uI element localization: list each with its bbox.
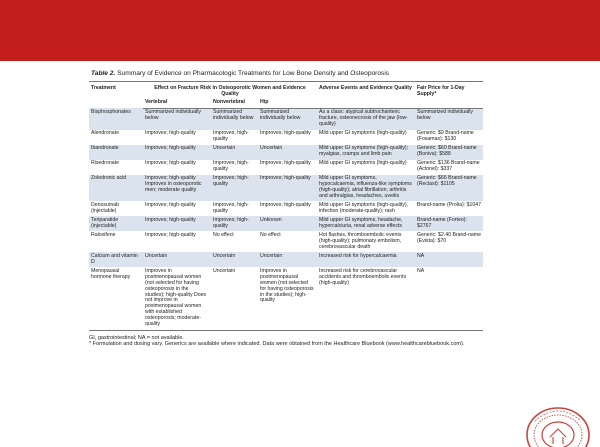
cell-vertebral: Summarized individually below [143,108,211,129]
cell-price: Generic: $9 Brand-name (Fosamax): $130 [417,130,474,143]
cell-nonvertebral: Improves; high-quality [213,160,249,173]
cell-treatment: Calcium and vitamin D [89,252,143,267]
cell-hip: Improves; high-quality [260,202,311,209]
cell-vertebral: Improves; high-quality [145,202,196,209]
header-hip: Hip [258,100,317,108]
header-vertebral: Vertebral [143,100,211,108]
cell-hip: Improves; high-quality [258,175,317,202]
cell-vertebral: Improves in postmenopausal women (not selected for having osteoporosis in the studies); high-quality Does not improve in postmenopausal women with established osteoporosis; moderate-quality [143,267,211,330]
cell-price: Brand-name (Prolia): $1047 [417,202,482,209]
footnote-price: * Formulation and dosing vary. Generics are available where indicated. Data were obtained from the Healthcare Bluebook (www.healthcarebluebook.com). [89,341,465,347]
evidence-table [89,82,483,331]
table-row [89,145,483,160]
cell-hip: Improves; high-quality [260,130,311,137]
cell-hip: Unknown [258,216,317,231]
cell-price: Generic: $60 Brand-name (Boniva): $588 [415,145,483,160]
cell-vertebral: Improves; high-quality [145,232,196,239]
table-title: Table 2. [91,70,116,77]
cell-treatment: Teriparatide (injectable) [89,216,143,231]
cell-adverse: Increased risk for hypercalcaemia [317,252,415,267]
header-effect: Effect on Fracture Risk in Osteoporotic Women and Evidence Quality [154,85,306,97]
cell-treatment: Alendronate [91,130,119,137]
cell-price: NA [415,252,483,267]
header-nonvertebral: Nonvertebral [211,100,258,108]
cell-hip: Improves; high-quality [260,160,311,167]
table-row [89,201,483,216]
cell-treatment: Menopausal hormone therapy [89,267,143,330]
cell-treatment: Ibandronate [89,145,143,160]
table-row [89,160,483,175]
cell-treatment: Bisphosphonates [89,108,143,129]
table-row [89,267,483,330]
cell-vertebral: Improves; high-quality [143,145,211,160]
cell-vertebral: Uncertain [143,252,211,267]
table-caption-text: Summary of Evidence on Pharmacologic Treatments for Low Bone Density and Osteoporosis [117,70,390,77]
cell-price: Generic: $2.40 Brand-name (Evista): $70 [417,232,482,244]
cell-vertebral: Improves; high-quality [145,160,196,167]
cell-adverse: Mild upper GI symptoms (high-quality) [319,130,407,137]
cell-nonvertebral: Improves; high-quality [213,202,249,214]
cell-nonvertebral: Improves; high-quality [213,130,249,143]
table-caption [89,68,483,82]
cell-adverse: Mild upper GI symptoms (high-quality) [319,160,407,167]
cell-vertebral: Improves; high-quality Improves in osteoporotic men; moderate quality [143,175,211,202]
top-banner [0,0,600,61]
cell-adverse: Mild upper GI symptoms (high-quality), infection (moderate-quality); rash [319,202,409,214]
cell-nonvertebral: No effect [213,232,234,239]
cell-adverse: As a class: atypical subtrochanteric fracture, osteonecrosis of the jaw (low-quality) [317,108,415,129]
university-seal-icon [523,387,593,447]
cell-treatment: Zoledronic acid [89,175,143,202]
cell-adverse: Mild upper GI symptoms, headache, hypercalciuria, renal adverse effects [317,216,415,231]
cell-vertebral: Improves; high-quality [143,216,211,231]
cell-hip: Improves in postmenopausal women (not selected for having osteoporosis in the studies); high-quality [258,267,317,330]
cell-vertebral: Improves; high-quality [145,130,196,137]
cell-treatment: Denosumab (injectable) [91,202,119,214]
table-row [89,252,483,267]
cell-nonvertebral: Uncertain [211,145,258,160]
table-row [89,175,483,202]
cell-nonvertebral: Summarized individually below [211,108,258,129]
cell-treatment: Risedronate [91,160,119,167]
cell-nonvertebral: Improves; high-quality [211,216,258,231]
cell-nonvertebral: Uncertain [211,267,258,330]
cell-adverse: Hot flashes, thromboembolic events (high-quality); pulmonary embolism, cerebrovascular death [319,232,402,250]
cell-treatment: Raloxifene [91,232,116,239]
document-page [89,68,483,347]
cell-hip: No effect [260,232,281,239]
cell-hip: Uncertain [258,252,317,267]
footnote-abbreviations: GI, gastrointestinal; NA = not available. [89,334,184,341]
table-footnotes [89,335,483,348]
header-price: Fair Price for 1-Day Supply* [415,82,483,108]
cell-nonvertebral: Improves; high-quality [211,175,258,202]
cell-price: NA [415,267,483,330]
cell-hip: Uncertain [258,145,317,160]
cell-adverse: Mild upper GI symptoms (high-quality); myalgias, cramps and limb pain [317,145,415,160]
header-treatment: Treatment [91,85,116,91]
cell-price: Summarized individually below [415,108,483,129]
cell-adverse: Increased risk for cerebrovascular accidents and thromboembolic events (high-quality) [317,267,415,330]
cell-price: Brand-name (Forteo): $2767 [415,216,483,231]
table-row [89,216,483,231]
cell-adverse: Mild upper GI symptoms, hypocalcaemia, influenza-like symptoms (high-quality); atrial fibrillation; arthritis and arthralgias, headaches, uveitis [317,175,415,202]
table-row [89,130,483,145]
header-adverse: Adverse Events and Evidence Quality [317,82,415,108]
cell-hip: Summarized individually below [258,108,317,129]
table-row [89,108,483,129]
cell-nonvertebral: Uncertain [211,252,258,267]
cell-price: Generic: $66 Brand-name (Reclast): $1105 [415,175,483,202]
cell-price: Generic: $136 Brand-name (Actonel): $337 [417,160,480,173]
table-row [89,231,483,252]
